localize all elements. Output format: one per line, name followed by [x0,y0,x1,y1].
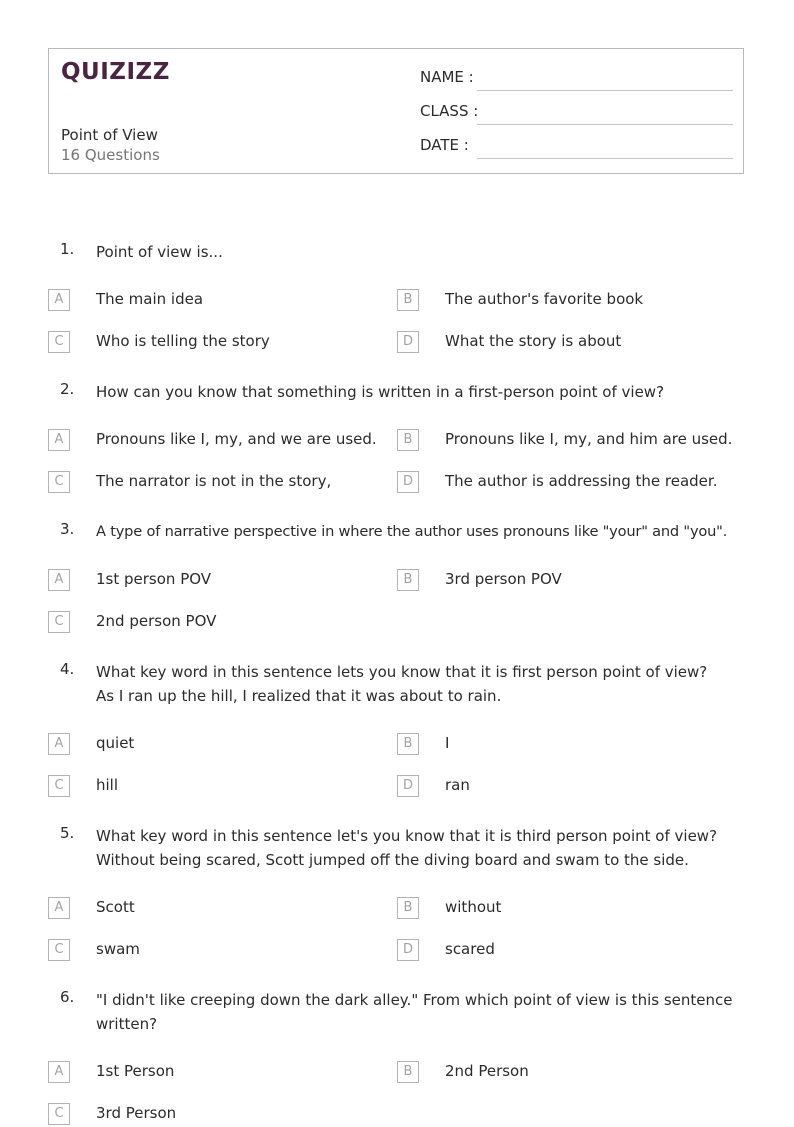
option-text: 3rd person POV [445,570,562,588]
option-text: I [445,734,450,752]
question-line: Without being scared, Scott jumped off the diving board and swam to the side. [96,851,689,869]
question-number: 5. [60,824,75,842]
option-letter-box: A [48,897,70,919]
option-text: swam [96,940,140,958]
option-letter-box: B [397,429,419,451]
option-text: Pronouns like I, my, and we are used. [96,430,377,448]
option-letter-box: C [48,611,70,633]
option-text: hill [96,776,119,794]
question-number: 4. [60,660,75,678]
question-number: 6. [60,988,75,1006]
option-text: Scott [96,898,135,916]
question-text [96,380,756,404]
question-number: 1. [60,240,75,258]
question-line: "I didn't like creeping down the dark alley." From which point of view is this sentence [96,991,733,1009]
date-label: DATE : [420,136,469,154]
option-text: The main idea [96,290,204,308]
worksheet-title: Point of View [61,126,158,144]
question-text [96,988,756,1036]
option-letter-box: B [397,289,419,311]
option-text: Pronouns like I, my, and him are used. [445,430,733,448]
option-letter-box: B [397,897,419,919]
option-text: 1st person POV [96,570,212,588]
option-text: What the story is about [445,332,622,350]
question-line: A type of narrative perspective in where the author uses pronouns like "your" and "you". [96,523,728,540]
option-letter-box: C [48,331,70,353]
option-text: scared [445,940,495,958]
option-text: 3rd Person [96,1104,177,1122]
option-text: 1st Person [96,1062,175,1080]
question-number: 2. [60,380,75,398]
option-letter-box: B [397,733,419,755]
option-text: ran [445,776,470,794]
option-letter-box: A [48,1061,70,1083]
option-letter-box: B [397,569,419,591]
name-label: NAME : [420,68,474,86]
question-line: As I ran up the hill, I realized that it was about to rain. [96,687,502,705]
question-line: written? [96,1015,158,1033]
option-letter-box: C [48,775,70,797]
question-text [96,824,756,872]
question-text [96,240,756,264]
question-line: What key word in this sentence let's you know that it is third person point of view? [96,827,718,845]
option-letter-box: A [48,569,70,591]
option-letter-box: A [48,429,70,451]
question-count: 16 Questions [61,146,160,164]
date-line[interactable] [477,158,733,159]
option-letter-box: C [48,939,70,961]
option-letter-box: C [48,471,70,493]
option-letter-box: A [48,733,70,755]
option-text: quiet [96,734,135,752]
option-text: The author's favorite book [445,290,644,308]
name-field [420,65,733,91]
option-text: without [445,898,502,916]
option-text: The author is addressing the reader. [445,472,718,490]
question-line: What key word in this sentence lets you know that it is first person point of view? [96,663,708,681]
option-letter-box: A [48,289,70,311]
question-number: 3. [60,520,75,538]
option-text: 2nd person POV [96,612,217,630]
option-text: Who is telling the story [96,332,270,350]
question-text [96,660,756,708]
option-text: The narrator is not in the story, [96,472,332,490]
question-text [96,520,756,544]
class-field [420,99,733,125]
option-text: 2nd Person [445,1062,529,1080]
class-line[interactable] [477,124,733,125]
date-field [420,133,733,159]
worksheet-header [48,48,744,174]
name-line[interactable] [477,90,733,91]
question-line: How can you know that something is written in a first-person point of view? [96,383,665,401]
class-label: CLASS : [420,102,479,120]
question-line: Point of view is... [96,243,223,261]
option-letter-box: B [397,1061,419,1083]
option-letter-box: C [48,1103,70,1125]
option-letter-box: D [397,939,419,961]
option-letter-box: D [397,775,419,797]
option-letter-box: D [397,331,419,353]
quizizz-logo: QUIZIZZ [61,59,170,85]
option-letter-box: D [397,471,419,493]
